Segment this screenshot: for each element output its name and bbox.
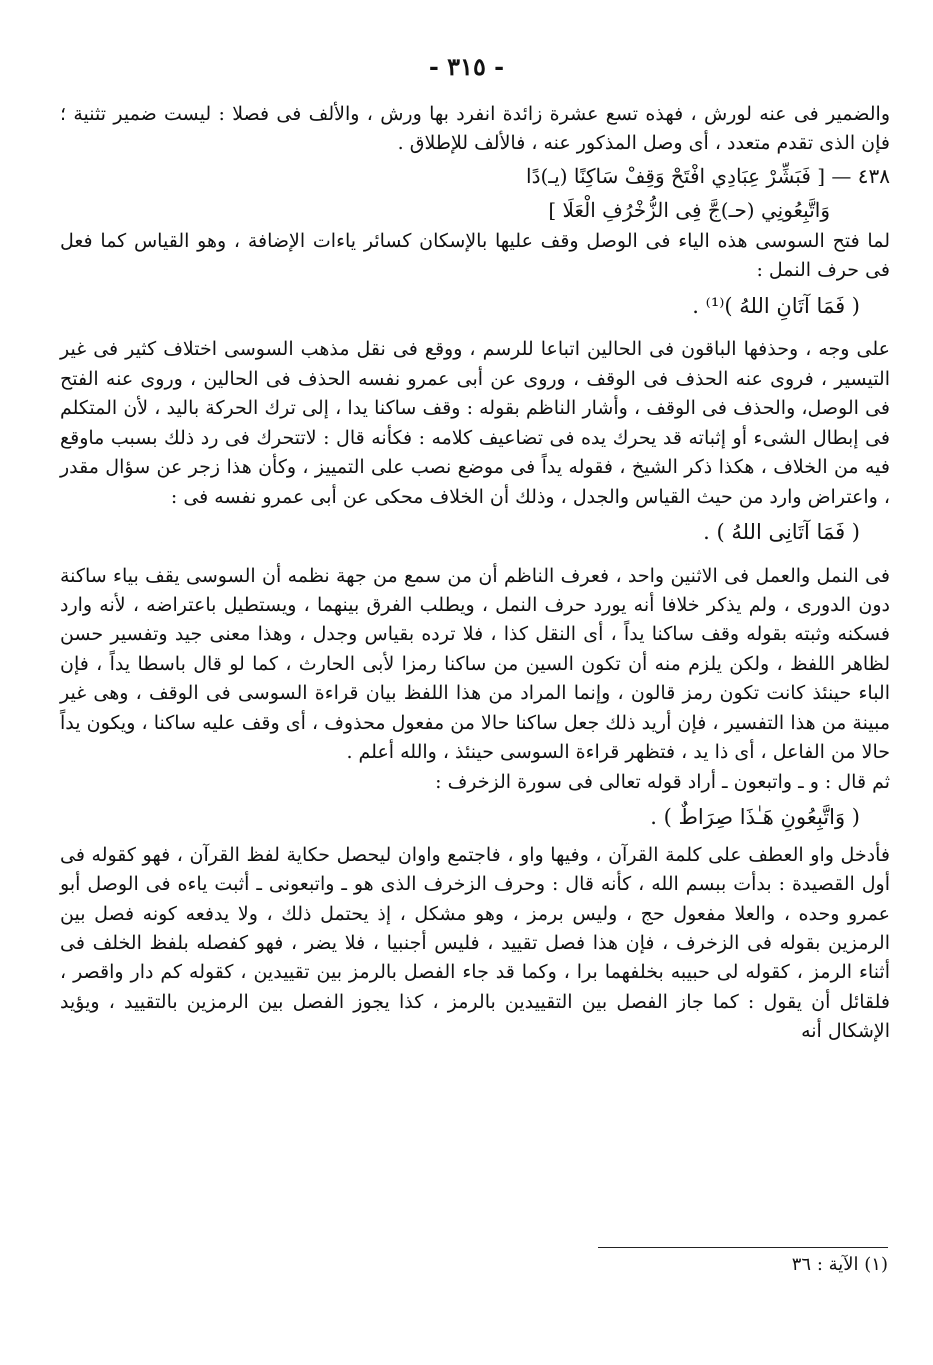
footnote-divider	[598, 1247, 888, 1248]
quran-quote-3: ( وَاتَّبِعُونِ هَـٰذَا صِرَاطٌ ) .	[650, 805, 860, 830]
page-body	[60, 100, 890, 1047]
quran-quote-2: ( فَمَا آتَانِى اللهُ ) .	[703, 519, 860, 544]
paragraph-commentary-3: فى النمل والعمل فى الاثنين واحد ، فعرف الناظم أن من سمع من جهة نظمه أن السوسى يقف بياء ساكنة دون الدورى ، ولم يذكر خلافا أنه يورد حرف النمل ، ويطلب الفرق بينهما ، ويستطيل باعتراضه ، لأنه وارد فسكنه وثبته بقوله وقف ساكنا يداً ، أى النقل كذا ، فلا ترده بقياس وجدل ، وهذا معنى جيد وتفسير حسن لظاهر اللفظ ، ولكن يلزم منه أن تكون السين من ساكنا رمزا لأبى الحارث ، كما لو قال باسطا يداً ، فإن الباء حينئذ كانت تكون رمز قالون ، وإنما المراد من هذا اللفظ بيان قراءة السوسى فى الوقف ، وهى غير مبينة من هذا التفسير ، فإن أريد ذلك جعل ساكنا حالا من مفعول محذوف ، أى وقف عليه ساكنا ، ويكون يداً حالا من الفاعل ، أى ذا يد ، فتظهر قراءة السوسى حينئذ ، والله أعلم .	[60, 564, 890, 764]
paragraph-commentary-4: ثم قال : و ـ واتبعون ـ أراد قوله تعالى فى سورة الزخرف :	[435, 770, 890, 793]
paragraph-commentary-5: فأدخل واو العطف على كلمة القرآن ، وفيها واو ، فاجتمع واوان ليحصل حكاية لفظ القرآن ، فهو كقوله فى أول القصيدة : بدأت ببسم الله ، كأنه قال : وحرف الزخرف الذى هو ـ واتبعونى ـ أثبت ياءه فى الوصل أبو عمرو وحده ، والعلا مفعول حج ، وليس برمز ، وهو مشكل ، إذ يحتمل ذلك ، ولا يدفعه كونه فصل بين الرمزين بقوله فى الزخرف ، فإن هذا فصل تقييد ، فليس أجنبيا ، فلا يضر ، فهو كفصله بلفظ الخلف فى أثناء الرمز ، كقوله لى حبيبه بخلفهما برا ، وكما قد جاء الفصل بالرمز بين تقييدين ، كقوله كم دار واقصر ، فلقائل أن يقول : كما جاز الفصل بين التقييدين بالرمز ، كذا يجوز الفصل بين الرمزين بالتقييد ، ويؤيد الإشكال أنه	[60, 843, 890, 1043]
footnote: (١) الآية : ٣٦	[791, 1254, 888, 1275]
paragraph-commentary-1: لما فتح السوسى هذه الياء فى الوصل وقف عليها بالإسكان كسائر ياءات الإضافة ، وهو القياس كما فعل فى حرف النمل :	[60, 229, 890, 282]
paragraph-commentary-2: على وجه ، وحذفها الباقون فى الحالين اتباعا للرسم ، ووقع فى نقل مذهب السوسى اختلاف كثير فى غير التيسير ، فروى عنه الحذف فى الوقف ، وروى عن أبى عمرو نفسه الحذف فى الحالين ، وروى عنه الفتح فى الوصل، والحذف فى الوقف ، وأشار الناظم بقوله : وقف ساكنا يدا ، إلى ترك الحركة باليد ، لأن المتكلم فى إبطال الشىء أو إثباته قد يحرك يده فى تضاعيف كلامه : فكأنه قال : لاتتحرك فى رد ذلك بسبب ماوقع فيه من الخلاف ، هكذا ذكر الشيخ ، فقوله يداً فى موضع نصب على التمييز ، وكأن هذا زجر عن سؤال مقدر ، واعتراض وارد من حيث القياس والجدل ، وذلك أن الخلاف محكى عن أبى عمرو نفسه فى :	[60, 338, 890, 508]
page-number: - ٣١٥ -	[428, 52, 505, 81]
verse-line-2: وَاتَّبِعُونِي (حـ)جَّ فِى الزُّخْرُفِ الْعَلَا ]	[548, 197, 830, 222]
paragraph-opening: والضمير فى عنه لورش ، فهذه تسع عشرة زائدة انفرد بها ورش ، والألف فى فصلا : ليست ضمير تثنية ؛ فإن الذى تقدم متعدد ، أى وصل المذكور عنه ، فالألف للإطلاق .	[60, 103, 890, 155]
quran-quote-1: ( فَمَا آتَانِ اللهُ )⁽¹⁾ .	[692, 293, 860, 318]
verse-line-1: ٤٣٨ — [ فَبَشِّرْ عِبَادِي افْتَحْ وَقِفْ سَاكِنًا (يـ)دًا	[526, 163, 890, 188]
